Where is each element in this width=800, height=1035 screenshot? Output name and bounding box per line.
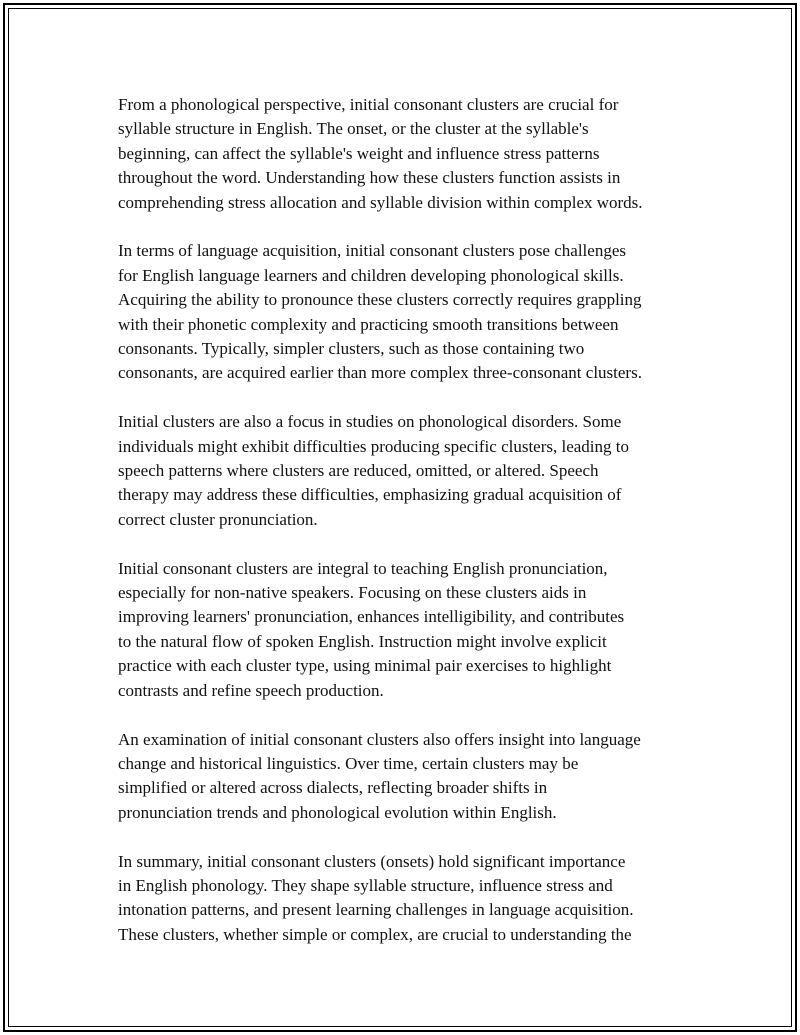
text-line: individuals might exhibit difficulties producing specific clusters, leading to: [118, 436, 630, 456]
text-line: In terms of language acquisition, initial consonant clusters pose challenges: [118, 241, 626, 261]
paragraph-language-acquisition: [118, 239, 698, 385]
text-line: syllable structure in English. The onset, or the cluster at the syllable's: [118, 119, 589, 139]
text-line: improving learners' pronunciation, enhances intelligibility, and contributes: [118, 607, 625, 627]
text-line: Acquiring the ability to pronounce these clusters correctly requires grappling: [118, 290, 642, 310]
text-line: consonants, are acquired earlier than more complex three-consonant clusters.: [118, 363, 642, 383]
text-line: Initial clusters are also a focus in studies on phonological disorders. Some: [118, 412, 622, 432]
text-line: consonants. Typically, simpler clusters, such as those containing two: [118, 339, 585, 359]
text-line: practice with each cluster type, using minimal pair exercises to highlight: [118, 656, 612, 676]
paragraph-historical-linguistics: [118, 728, 698, 826]
paragraph-phonological-disorders: [118, 410, 698, 532]
paragraph-teaching-pronunciation: [118, 557, 698, 703]
text-line: simplified or altered across dialects, reflecting broader shifts in: [118, 778, 548, 798]
text-line: with their phonetic complexity and practicing smooth transitions between: [118, 314, 619, 334]
text-line: especially for non-native speakers. Focusing on these clusters aids in: [118, 583, 587, 603]
text-line: pronunciation trends and phonological evolution within English.: [118, 802, 557, 822]
text-line: for English language learners and children developing phonological skills.: [118, 265, 624, 285]
paragraph-summary: [118, 850, 698, 948]
text-line: speech patterns where clusters are reduced, omitted, or altered. Speech: [118, 461, 599, 481]
text-line: These clusters, whether simple or complex, are crucial to understanding the: [118, 924, 632, 944]
text-line: correct cluster pronunciation.: [118, 509, 318, 529]
text-line: Initial consonant clusters are integral to teaching English pronunciation,: [118, 558, 608, 578]
text-line: intonation patterns, and present learning challenges in language acquisition.: [118, 900, 634, 920]
text-line: throughout the word. Understanding how these clusters function assists in: [118, 168, 621, 188]
document-body: [118, 93, 698, 972]
text-line: in English phonology. They shape syllable structure, influence stress and: [118, 875, 613, 895]
text-line: From a phonological perspective, initial consonant clusters are crucial for: [118, 95, 619, 114]
text-line: In summary, initial consonant clusters (onsets) hold significant importance: [118, 851, 626, 871]
text-line: beginning, can affect the syllable's weight and influence stress patterns: [118, 143, 600, 163]
text-line: comprehending stress allocation and syllable division within complex words.: [118, 192, 643, 212]
paragraph-syllable-structure: [118, 93, 698, 215]
text-line: An examination of initial consonant clusters also offers insight into language: [118, 729, 641, 749]
text-line: to the natural flow of spoken English. Instruction might involve explicit: [118, 631, 607, 651]
text-line: contrasts and refine speech production.: [118, 680, 384, 700]
text-line: change and historical linguistics. Over time, certain clusters may be: [118, 753, 579, 773]
text-line: therapy may address these difficulties, emphasizing gradual acquisition of: [118, 485, 622, 505]
